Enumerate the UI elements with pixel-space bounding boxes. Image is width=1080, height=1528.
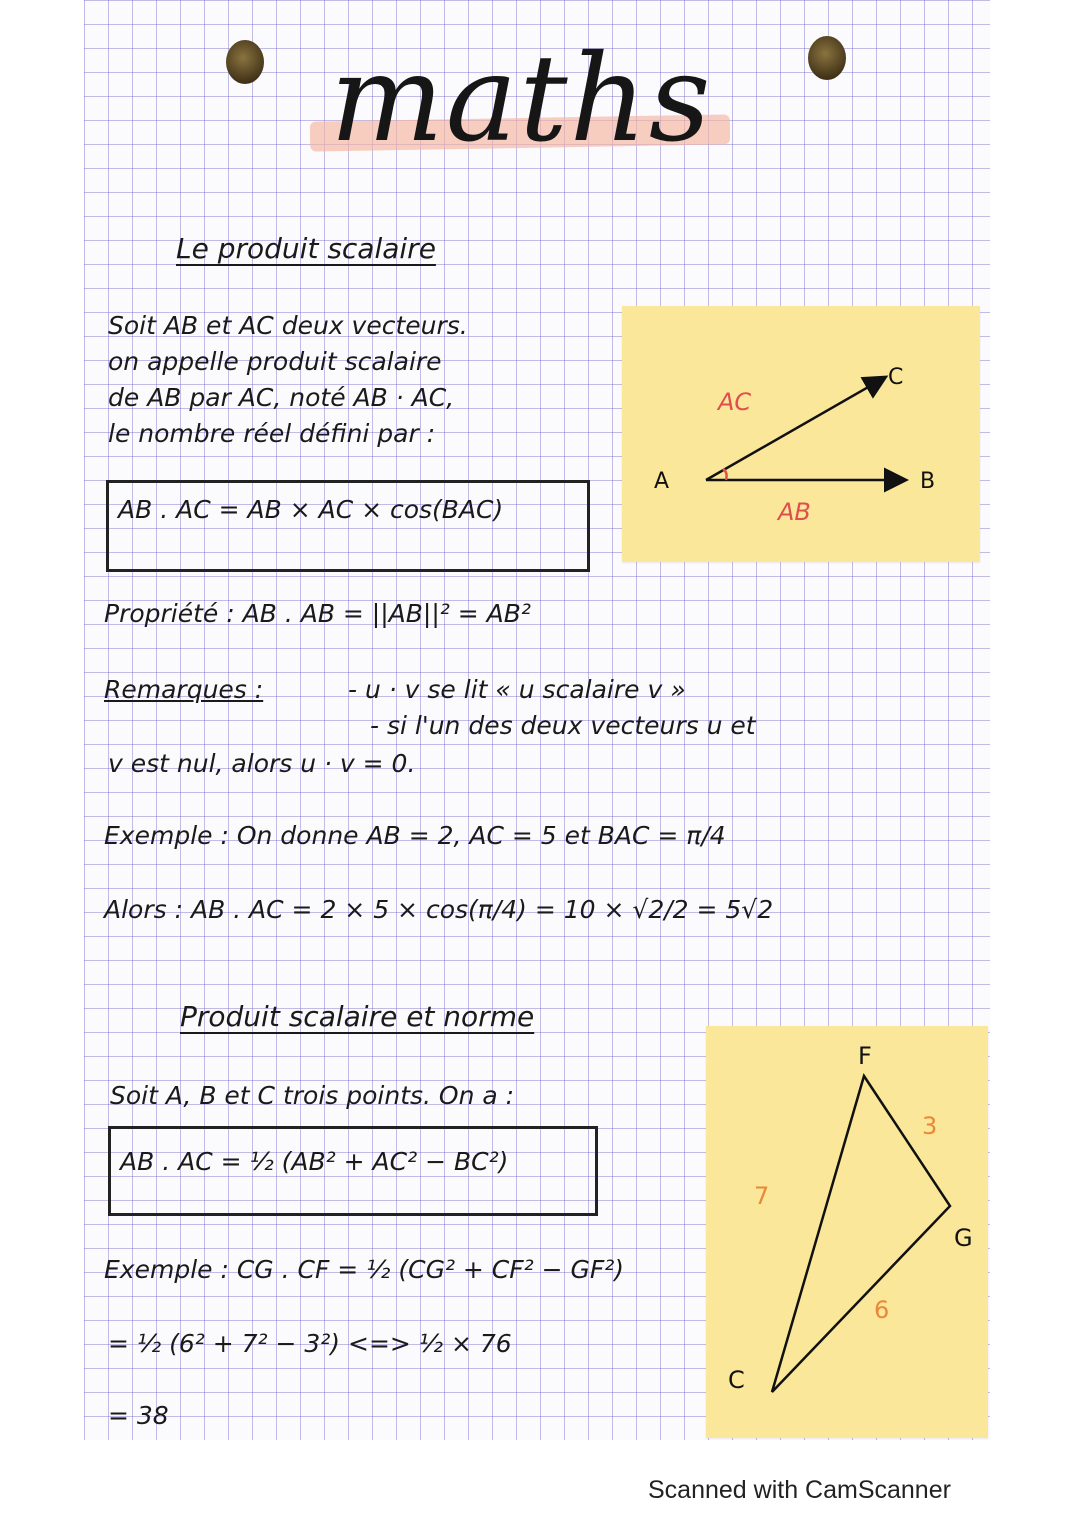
page-title: maths bbox=[330, 30, 713, 169]
binder-hole-left bbox=[226, 40, 264, 84]
vector-ac-label: AC bbox=[718, 388, 752, 416]
vector-ab-label: AB bbox=[778, 498, 811, 526]
remark-1: - u · v se lit « u scalaire v » bbox=[348, 675, 686, 704]
section-heading-norm: Produit scalaire et norme bbox=[180, 1000, 535, 1033]
remark-2b: v est nul, alors u · v = 0. bbox=[108, 749, 416, 778]
definition-line-1: Soit AB et AC deux vecteurs. bbox=[108, 311, 468, 340]
point-f-label: F bbox=[858, 1042, 872, 1070]
remark-2a: - si l'un des deux vecteurs u et bbox=[370, 711, 756, 740]
point-b-label: B bbox=[920, 469, 936, 494]
norm-formula: AB . AC = ½ (AB² + AC² − BC²) bbox=[120, 1147, 509, 1176]
scanner-watermark: Scanned with CamScanner bbox=[648, 1476, 951, 1504]
remarks-label: Remarques : bbox=[104, 675, 264, 704]
sticky-note-triangle bbox=[706, 1026, 988, 1438]
sticky-note-vectors bbox=[622, 306, 980, 562]
point-c-label: C bbox=[888, 365, 904, 390]
example-1-line-2: Alors : AB . AC = 2 × 5 × cos(π/4) = 10 × √2/2 = 5√2 bbox=[104, 895, 774, 924]
vector-diagram bbox=[622, 306, 980, 562]
example-2-line-2: = ½ (6² + 7² − 3²) <=> ½ × 76 bbox=[108, 1329, 512, 1358]
section-2-intro: Soit A, B et C trois points. On a : bbox=[110, 1081, 515, 1110]
angle-arc bbox=[723, 469, 727, 480]
binder-hole-right bbox=[808, 36, 846, 80]
point-g-label: G bbox=[954, 1224, 973, 1252]
point-c-triangle-label: C bbox=[728, 1366, 745, 1394]
definition-formula: AB . AC = AB × AC × cos(BAC) bbox=[118, 495, 504, 524]
example-2-result: = 38 bbox=[108, 1401, 169, 1430]
property-line: Propriété : AB . AB = ||AB||² = AB² bbox=[104, 599, 531, 628]
side-cf-length: 7 bbox=[754, 1182, 770, 1210]
formula-box bbox=[106, 480, 590, 572]
definition-line-3: de AB par AC, noté AB · AC, bbox=[108, 383, 455, 412]
example-1-line-1: Exemple : On donne AB = 2, AC = 5 et BAC = π/4 bbox=[104, 821, 726, 850]
example-2-line-1: Exemple : CG . CF = ½ (CG² + CF² − GF²) bbox=[104, 1255, 625, 1284]
section-heading-scalar-product: Le produit scalaire bbox=[176, 232, 436, 265]
point-a-label: A bbox=[654, 469, 670, 494]
side-cg-length: 6 bbox=[874, 1296, 890, 1324]
triangle-diagram bbox=[706, 1026, 988, 1438]
definition-line-2: on appelle produit scalaire bbox=[108, 347, 442, 376]
definition-line-4: le nombre réel défini par : bbox=[108, 419, 436, 448]
side-fg-length: 3 bbox=[922, 1112, 938, 1140]
